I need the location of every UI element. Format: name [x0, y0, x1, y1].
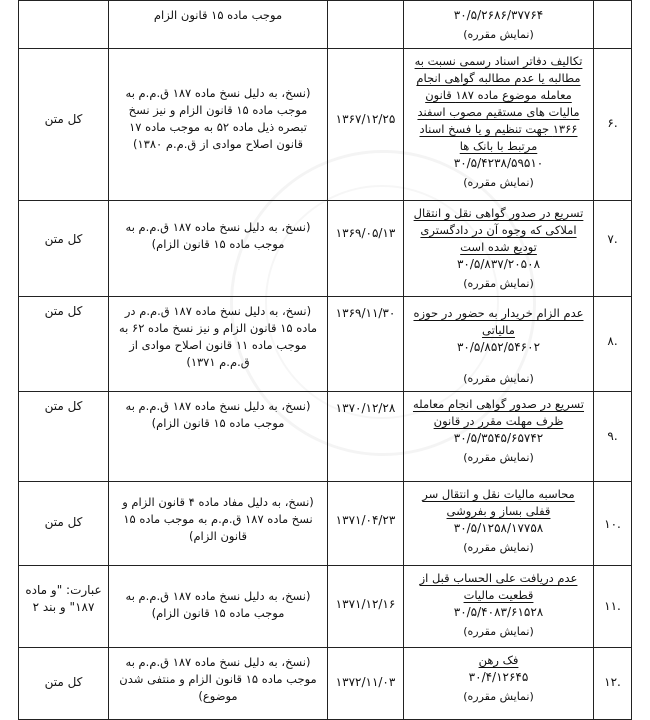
abrogation-scope	[19, 1, 109, 49]
table-row	[19, 1, 632, 49]
table-row	[19, 648, 632, 720]
regulation-code: ۳۰/۵/۸۳۷/۲۰۵۰۸	[456, 257, 541, 271]
abrogation-description: (نسخ، به دلیل نسخ ماده ۱۸۷ ق.م.م در ماده ۱۵ قانون الزام و نیز نسخ ماده ۶۲ به موجب ماده ۱۱ قانون اصلاح موادی از ق.م.م ۱۳۷۱)	[109, 297, 328, 392]
abrogation-description: موجب ماده ۱۵ قانون الزام	[109, 1, 328, 49]
row-number: .۹	[594, 392, 632, 482]
abrogation-scope: کل متن	[19, 201, 109, 297]
table-row	[19, 482, 632, 566]
row-number: .۶	[594, 49, 632, 201]
row-number: .۱۲	[594, 648, 632, 720]
regulation-title-cell	[404, 482, 594, 566]
row-number: .۷	[594, 201, 632, 297]
table-row	[19, 392, 632, 482]
show-regulation-link[interactable]: (نمایش مقرره)	[463, 451, 534, 464]
abrogation-description: (نسخ، به دلیل نسخ ماده ۱۸۷ ق.م.م به موجب ماده ۱۵ قانون الزام)	[109, 566, 328, 648]
show-regulation-link[interactable]: (نمایش مقرره)	[463, 372, 534, 385]
abrogation-scope: کل متن	[19, 648, 109, 720]
regulation-code: ۳۰/۵/۳۵۴۵/۶۵۷۴۲	[453, 431, 544, 445]
row-number: .۱۱	[594, 566, 632, 648]
regulation-title-cell	[404, 49, 594, 201]
regulation-title-cell	[404, 566, 594, 648]
show-regulation-link[interactable]: (نمایش مقرره)	[463, 28, 534, 41]
row-number: .۸	[594, 297, 632, 392]
regulation-date: ۱۳۶۹/۰۵/۱۳	[328, 201, 404, 297]
table-row	[19, 566, 632, 648]
abrogation-scope: کل متن	[19, 49, 109, 201]
regulation-date: ۱۳۶۹/۱۱/۳۰	[328, 297, 404, 392]
regulation-title-cell	[404, 201, 594, 297]
regulation-date: ۱۳۷۱/۱۲/۱۶	[328, 566, 404, 648]
abrogation-scope: عبارت: "و ماده ۱۸۷" و بند ۲	[19, 566, 109, 648]
table-row	[19, 297, 632, 392]
regulation-code: ۳۰/۵/۲۶۸۶/۳۷۷۶۴	[453, 8, 544, 22]
show-regulation-link[interactable]: (نمایش مقرره)	[463, 277, 534, 290]
regulation-title: تسریع در صدور گواهی نقل و انتقال املاکی که وجوه آن در دادگستری تودیع شده است	[413, 206, 584, 254]
regulation-date: ۱۳۷۰/۱۲/۲۸	[328, 392, 404, 482]
abrogation-scope: کل متن	[19, 297, 109, 392]
regulation-title-cell	[404, 392, 594, 482]
regulations-table	[18, 0, 632, 720]
abrogation-scope: کل متن	[19, 482, 109, 566]
row-number	[594, 1, 632, 49]
regulation-date: ۱۳۷۱/۰۴/۲۳	[328, 482, 404, 566]
regulation-title: عدم الزام خریدار به حضور در حوزه مالیاتی	[413, 306, 584, 337]
abrogation-description: (نسخ، به دلیل مفاد ماده ۴ قانون الزام و نسخ ماده ۱۸۷ ق.م.م به موجب ماده ۱۵ قانون الزام)	[109, 482, 328, 566]
regulation-code: ۳۰/۵/۱۲۵۸/۱۷۷۵۸	[453, 521, 544, 535]
abrogation-description: (نسخ، به دلیل نسخ ماده ۱۸۷ ق.م.م به موجب ماده ۱۵ قانون الزام)	[109, 201, 328, 297]
table-row	[19, 201, 632, 297]
regulation-code: ۳۰/۵/۸۵۲/۵۴۶۰۲	[456, 340, 541, 354]
abrogation-description: (نسخ، به دلیل نسخ ماده ۱۸۷ ق.م.م به موجب ماده ۱۵ قانون الزام)	[109, 392, 328, 482]
regulation-title: فک رهن	[478, 653, 519, 667]
regulation-date: ۱۳۷۲/۱۱/۰۳	[328, 648, 404, 720]
regulation-title: عدم دریافت علی الحساب قبل از قطعیت مالیات	[419, 571, 578, 602]
show-regulation-link[interactable]: (نمایش مقرره)	[463, 176, 534, 189]
regulation-title: محاسبه مالیات نقل و انتقال سر قفلی بساز و بفروشی	[422, 487, 575, 518]
regulation-code: ۳۰/۵/۴۲۳۸/۵۹۵۱۰	[453, 156, 544, 170]
abrogation-scope: کل متن	[19, 392, 109, 482]
row-number: .۱۰	[594, 482, 632, 566]
abrogation-description: (نسخ، به دلیل نسخ ماده ۱۸۷ ق.م.م به موجب ماده ۱۵ قانون الزام و نیز نسخ تبصره ذیل ماده ۵۲ به موجب ماده ۱۷ قانون اصلاح موادی از ق.م.م ۱۳۸۰)	[109, 49, 328, 201]
show-regulation-link[interactable]: (نمایش مقرره)	[463, 625, 534, 638]
abrogation-description: (نسخ، به دلیل نسخ ماده ۱۸۷ ق.م.م به موجب ماده ۱۵ قانون الزام و منتفی شدن موضوع)	[109, 648, 328, 720]
show-regulation-link[interactable]: (نمایش مقرره)	[463, 690, 534, 703]
table-row	[19, 49, 632, 201]
regulation-title-cell	[404, 1, 594, 49]
show-regulation-link[interactable]: (نمایش مقرره)	[463, 541, 534, 554]
regulation-title-cell	[404, 648, 594, 720]
regulation-code: ۳۰/۴/۱۲۶۴۵	[468, 670, 529, 684]
regulation-date: ۱۳۶۷/۱۲/۲۵	[328, 49, 404, 201]
regulation-date	[328, 1, 404, 49]
regulation-title-cell	[404, 297, 594, 392]
regulation-code: ۳۰/۵/۴۰۸۳/۶۱۵۲۸	[453, 605, 544, 619]
regulation-title: تسریع در صدور گواهی انجام معامله ظرف مهلت مقرر در قانون	[412, 397, 585, 428]
regulation-title: تکالیف دفاتر اسناد رسمی نسبت به مطالبه یا عدم مطالبه گواهی انجام معامله موضوع ماده ۱۸۷ قانون مالیات های مستقیم مصوب اسفند ۱۳۶۶ جهت تنظیم و یا فسخ اسناد مرتبط با بانک ها	[414, 54, 583, 153]
